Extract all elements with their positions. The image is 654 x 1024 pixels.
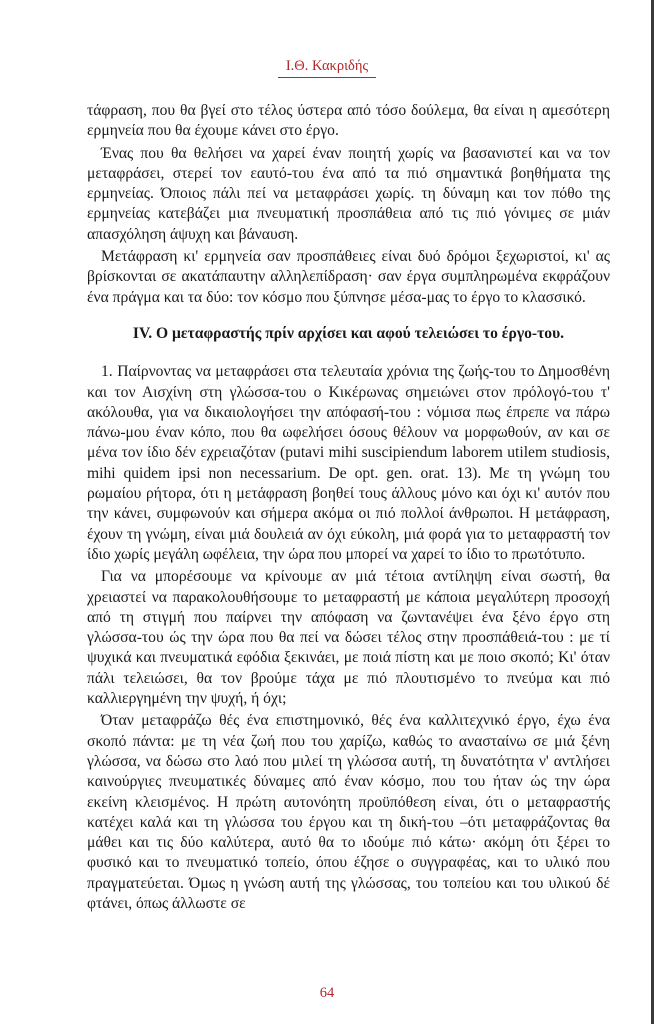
paragraph-continuation: τάφραση, που θα βγεί στο τέλος ύστερα από τόσο δούλεμα, θα είναι η αμεσότερη ερμηνεία που θα έχουμε κάνει στο έργο.: [87, 102, 610, 140]
section-heading: IV. Ο μεταφραστής πρίν αρχίσει και αφού τελειώσει το έργο-του.: [132, 324, 565, 342]
paragraph: Όταν μεταφράζω θές ένα επιστημονικό, θές ένα καλλιτεχνικό έργο, έχω ένα σκοπό πάντα: με τη νέα ζωή που του χαρίζω, καθώς το ανασταίνω σε μιά ξένη γλώσσα, να δώσω στο λαό που μιλεί τη γλώσσα αυτή, τη δυνατότητα ν' αντλήσει καινούργιες πνευματικές δύναμες από έναν κόσμο, που του ήταν ώς την ώρα εκείνη κλεισμένος. Η πρώτη αυτονόητη προϋπόθεση είναι, ότι ο μεταφραστής κατέχει καλά και τη γλώσσα του έργου και τη δική-του –ότι μεταφράζοντας θα μάθει και τις δύο καλύτερα, αυτό θα το ιδούμε πιό κάτω· ακόμη ότι ξέρει το φυσικό και το πνευματικό τοπείο, όπου έζησε ο συγγραφέας, και το υλικό που πραγματεύεται. Όμως η γνώση αυτή της γλώσσας, του τοπείου και του υλικού δέ φτάνει, όπως άλλωστε σε: [87, 712, 610, 912]
header-underline: [278, 77, 376, 78]
paragraph: Ένας που θα θελήσει να χαρεί έναν ποιητή χωρίς να βασανιστεί και να τον μεταφράσει, στερεί τον εαυτό-του ένα από τα πιό σημαντικά βοηθήματα της ερμηνείας. Όποιος πάλι πεί να μεταφράσει χωρίς. τη δύναμη και τον πόθο της ερμηνείας κατεβάζει μια πνευματική προσπάθεια από τις πιό γόνιμες σε μιάν απασχόληση άψυχη και βάναυση.: [87, 144, 610, 243]
paragraph: Μετάφραση κι' ερμηνεία σαν προσπάθειες είναι δυό δρόμοι ξεχωριστοί, κι' ας βρίσκονται σε ακατάπαυτην αλληλεπίδραση· σαν έργα συμπληρωμένα εκφράζουν ένα πράγμα και τα δύο: τον κόσμο που ξύπνησε μέσα-μας το έργο το κλασσικό.: [87, 248, 610, 306]
page-number: 64: [319, 985, 335, 1001]
page-body: [87, 101, 610, 916]
running-header: [0, 58, 654, 78]
paragraph: 1. Παίρνοντας να μεταφράσει στα τελευταία χρόνια της ζωής-του το Δημοσθένη και τον Αισχίνη στη γλώσσα-του ο Κικέρωνας σημειώνει στον πρόλογό-του τ' ακόλουθα, για να δικαιολογήσει την απόφασή-του : νόμισα πως έπρεπε να πάρω πάνω-μου έναν κόπο, που θα ωφελήσει όσους θέλουν να μορφωθούν, αν και σε μένα τον ίδιο δέν εχρειαζόταν (putavi mihi suscipiendum laborem utilem studiosis, mihi quidem ipsi non necessarium. De opt. gen. orat. 13). Με τη γνώμη του ρωμαίου ρήτορα, ότι η μετάφραση βοηθεί τους άλλους μόνο και όχι κι' αυτόν που την κάνει, συμφωνούν και σήμερα ακόμα οι πιό πολλοί άνθρωποι. Η μετάφραση, έχουν τη γνώμη, είναι μιά δουλειά αν όχι εύκολη, μιά φορά για το μεταφραστή τον ίδιο χωρίς μεγάλη ωφέλεια, την ώρα που μπορεί να χαρεί το ίδιο το πρωτότυπο.: [87, 363, 610, 563]
paragraph: Για να μπορέσουμε να κρίνουμε αν μιά τέτοια αντίληψη είναι σωστή, θα χρειαστεί να παρακολουθήσουμε το μεταφραστή με κάποια μεγαλύτερη προσοχή από τη στιγμή που παίρνει την απόφαση να ζωντανέψει ένα ξένο έργο στη γλώσσα-του ώς την ώρα που θα πεί να δώσει τέλος στην προσπάθειά-του : με τί ψυχικά και πνευματικά εφόδια ξεκινάει, με ποιά πίστη και με ποιο σκοπό; Κι' όταν πάλι τελειώσει, θα τον βρούμε τάχα με πιό πλουτισμένο το πνεύμα και πιό καλλιεργημένη την ψυχή, ή όχι;: [87, 568, 610, 708]
running-header-title: Ι.Θ. Κακριδής: [285, 58, 369, 74]
